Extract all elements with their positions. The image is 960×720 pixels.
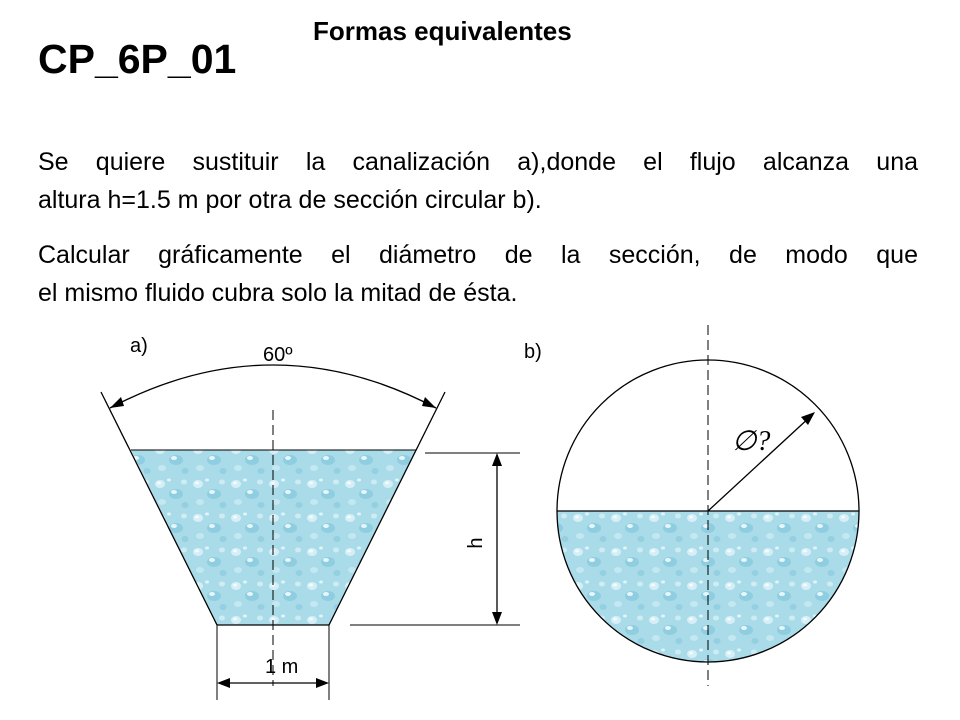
height-arrow-bottom — [492, 612, 502, 625]
diagram-b-label: b) — [524, 341, 542, 363]
trapezoid-channel — [101, 335, 520, 700]
circular-channel — [524, 325, 859, 686]
statement-line: Se quiere sustituir la canalización a),donde el flujo alcanza una — [38, 148, 918, 176]
base-arrow-left — [217, 678, 230, 688]
height-arrow-top — [492, 453, 502, 466]
diameter-label: ∅? — [732, 426, 771, 457]
problem-code: CP_6P_01 — [38, 36, 237, 82]
base-label: 1 m — [265, 656, 299, 678]
question-line: Calcular gráficamente el diámetro de la sección, de modo que — [38, 241, 918, 269]
angle-arc — [110, 365, 436, 408]
question-line: el mismo fluido cubra solo la mitad de ésta. — [38, 279, 518, 307]
angle-arrow-right — [422, 397, 436, 408]
angle-arrow-left — [110, 397, 124, 408]
statement-line: altura h=1.5 m por otra de sección circular b). — [38, 186, 542, 214]
subtitle: Formas equivalentes — [313, 16, 572, 46]
height-label: h — [465, 537, 487, 549]
angle-label: 60º — [263, 344, 293, 366]
base-arrow-right — [316, 678, 329, 688]
diagram-a-label: a) — [130, 335, 148, 357]
